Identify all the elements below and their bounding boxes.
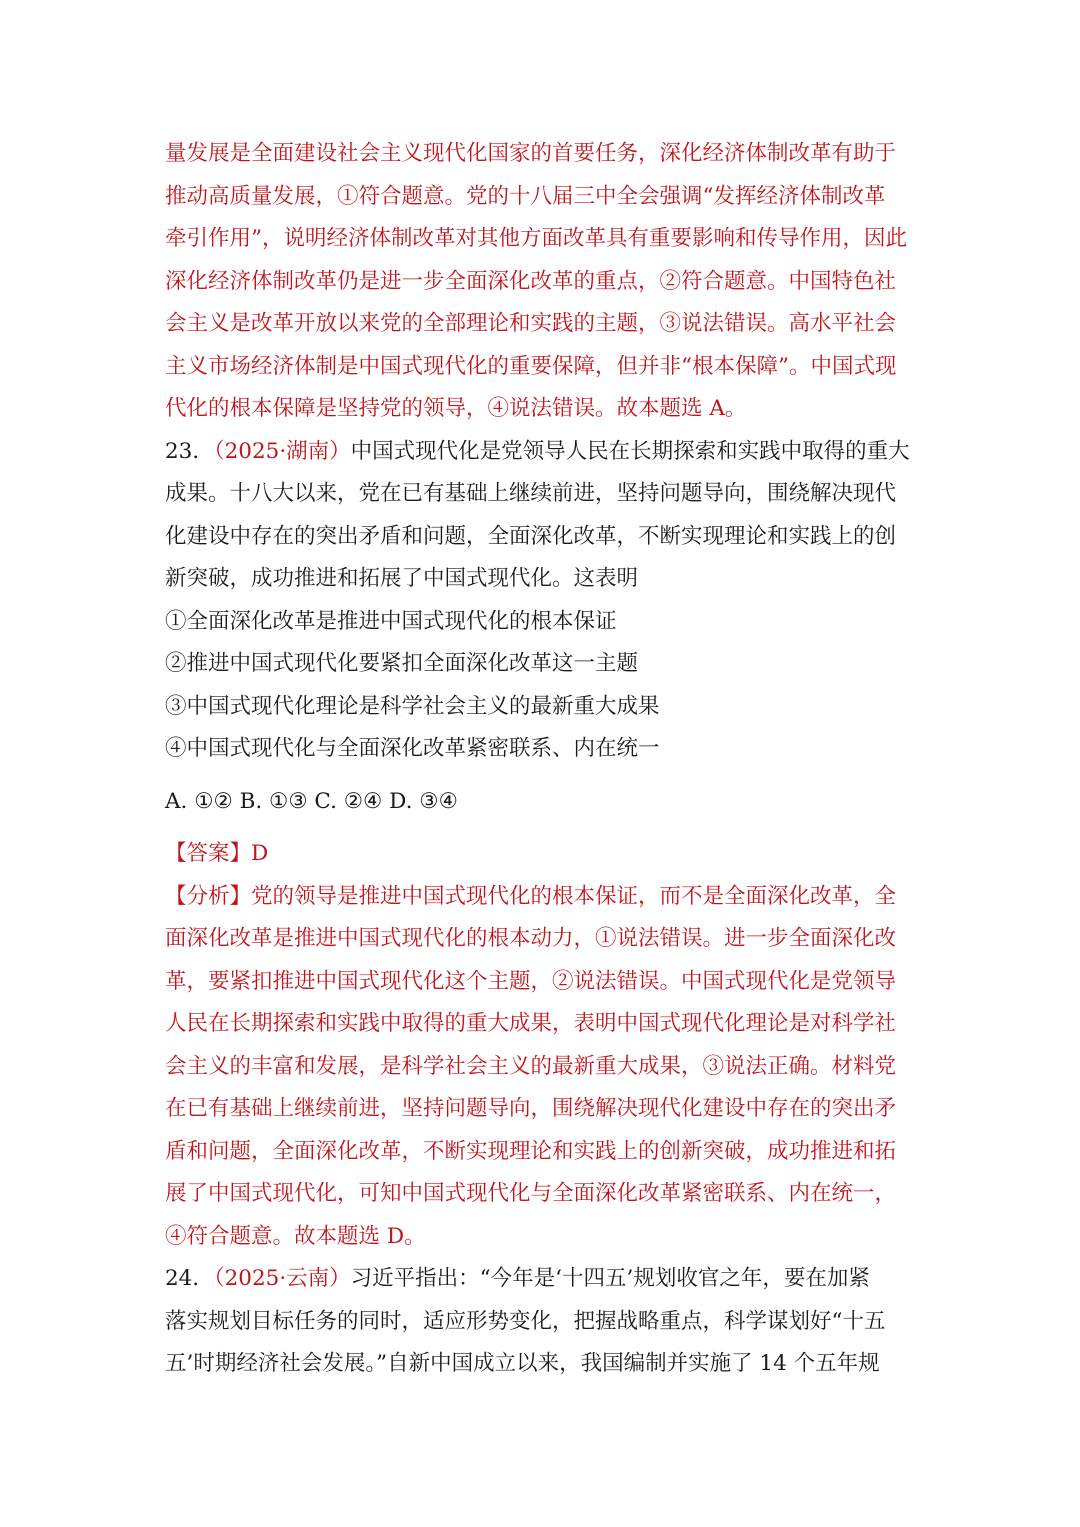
question-stem-line [165,1258,920,1301]
analysis-line: 在已有基础上继续前进，坚持问题导向，围绕解决现代化建设中存在的突出矛 [165,1096,897,1121]
analysis-line: ④符合题意。故本题选 D。 [165,1223,426,1249]
question-stem-line [165,431,920,474]
analysis-line: 展了中国式现代化，可知中国式现代化与全面深化改革紧密联系、内在统一， [165,1181,897,1206]
question-stem-text: 中国式现代化是党领导人民在长期探索和实践中取得的重大 [350,438,910,464]
analysis-line: 主义市场经济体制是中国式现代化的重要保障，但并非“根本保障”。中国式现 [165,353,897,379]
analysis-line: 深化经济体制改革仍是进一步全面深化改革的重点，②符合题意。中国特色社 [165,268,897,294]
question-number: 23． [165,438,214,464]
question-number: 24． [165,1266,214,1291]
analysis-line: 量发展是全面建设社会主义现代化国家的首要任务，深化经济体制改革有助于 [165,141,897,166]
analysis-text: 党的领导是推进中国式现代化的根本保证，而不是全面深化改革，全 [251,883,897,909]
question-stem-line: 落实规划目标任务的同时，适应形势变化，把握战略重点，科学谋划好“十五 [165,1308,886,1334]
analysis-line: 代化的根本保障是坚持党的领导，④说法错误。故本题选 A。 [165,396,747,421]
question-source: （2025·湖南） [213,438,351,464]
answer-options: A. ①② B. ①③ C. ②④ D. ③④ [165,788,458,814]
question-stem-line: 新突破，成功推进和拓展了中国式现代化。这表明 [165,566,639,591]
analysis-line: 革，要紧扣推进中国式现代化这个主题，②说法错误。中国式现代化是党领导 [165,968,897,994]
question-23 [165,431,920,1259]
analysis-line [165,876,920,919]
answer-label: 【答案】 [165,841,252,866]
statement-4: ④中国式现代化与全面深化改革紧密联系、内在统一 [165,736,660,761]
analysis-line: 牵引作用”，说明经济体制改革对其他方面改革具有重要影响和传导作用，因此 [165,226,907,251]
analysis-label: 【分析】 [165,883,252,909]
question-stem-line: 五’时期经济社会发展。”自新中国成立以来，我国编制并实施了 14 个五年规 [165,1351,880,1376]
question-24 [165,1258,920,1386]
question-stem-text: 习近平指出：“今年是‘十四五’规划收官之年，要在加紧 [350,1266,870,1291]
statement-2: ②推进中国式现代化要紧扣全面深化改革这一主题 [165,651,639,676]
question-source: （2025·云南） [213,1266,351,1291]
answer-value: D [251,841,269,866]
analysis-line: 面深化改革是推进中国式现代化的根本动力，①说法错误。进一步全面深化改 [165,926,897,951]
analysis-line: 会主义的丰富和发展，是科学社会主义的最新重大成果，③说法正确。材料党 [165,1053,897,1079]
statement-1: ①全面深化改革是推进中国式现代化的根本保证 [165,608,617,634]
statement-3: ③中国式现代化理论是科学社会主义的最新重大成果 [165,693,660,719]
analysis-line: 盾和问题，全面深化改革，不断实现理论和实践上的创新突破，成功推进和拓 [165,1138,897,1164]
analysis-line: 人民在长期探索和实践中取得的重大成果，表明中国式现代化理论是对科学社 [165,1011,897,1036]
analysis-line: 会主义是改革开放以来党的全部理论和实践的主题，③说法错误。高水平社会 [165,311,897,336]
answer-line [165,833,920,876]
question-stem-line: 成果。十八大以来，党在已有基础上继续前进，坚持问题导向，围绕解决现代 [165,481,897,506]
analysis-line: 推动高质量发展，①符合题意。党的十八届三中全会强调“发挥经济体制改革 [165,183,886,209]
question-stem-line: 化建设中存在的突出矛盾和问题，全面深化改革，不断实现理论和实践上的创 [165,523,897,549]
previous-analysis [165,133,920,431]
